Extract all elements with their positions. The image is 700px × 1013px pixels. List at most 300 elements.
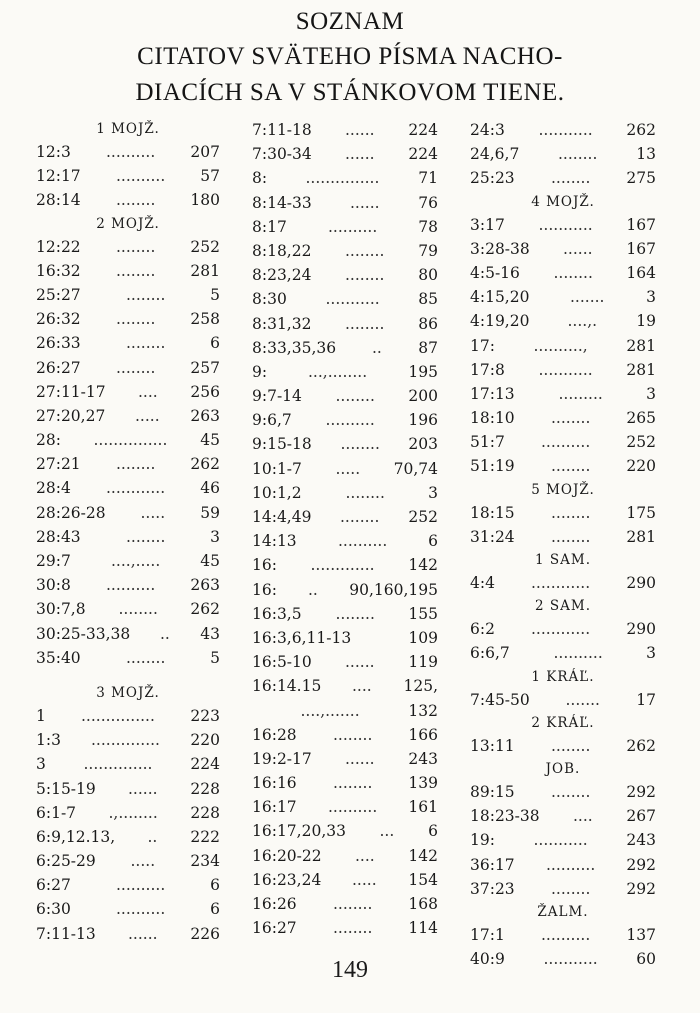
- leader-dots: ........: [551, 169, 591, 188]
- leader-dots: ........: [551, 527, 591, 546]
- index-entry: [36, 356, 220, 380]
- leader-dots: ............: [106, 479, 166, 498]
- leader-dots: ........: [551, 782, 591, 801]
- index-entry: [252, 336, 438, 360]
- citation-ref: 6:1-7: [36, 803, 77, 822]
- page-ref: 71: [418, 169, 438, 188]
- index-entry: [252, 287, 438, 311]
- citation-ref: 18:10: [470, 409, 515, 428]
- leader-dots: ...........: [538, 121, 593, 139]
- index-entry: [36, 259, 220, 283]
- page-ref: 57: [200, 167, 220, 186]
- leader-dots: ..........: [553, 644, 603, 663]
- page-ref: 257: [190, 358, 220, 377]
- index-entry: [470, 804, 656, 828]
- index-entry: [470, 617, 656, 641]
- leader-dots: .,........: [108, 803, 158, 822]
- leader-dots: ............: [531, 620, 591, 639]
- page-ref: 142: [408, 556, 438, 575]
- page-ref: 292: [626, 855, 656, 874]
- leader-dots: ........: [558, 145, 598, 164]
- citation-ref: 4:15,20: [470, 288, 530, 307]
- index-entry: [470, 213, 656, 237]
- citation-ref: 6:30: [36, 900, 71, 919]
- leader-dots: .....: [135, 406, 160, 425]
- citation-ref: 19:: [470, 831, 495, 850]
- index-entry: [470, 309, 656, 333]
- leader-dots: ........: [551, 736, 591, 755]
- citation-ref: 26:33: [36, 334, 81, 353]
- citation-ref: 16:5-10: [252, 653, 312, 672]
- page-ref: 222: [190, 827, 220, 846]
- page-ref: 167: [626, 215, 656, 234]
- citation-ref: 51:19: [470, 457, 515, 476]
- leader-dots: ........: [551, 879, 591, 898]
- page-ref: 85: [418, 290, 438, 309]
- page-ref: 3: [646, 644, 656, 663]
- index-column-3: [470, 118, 656, 971]
- index-entry: [470, 454, 656, 478]
- citation-ref: 3: [36, 755, 46, 774]
- citation-ref: 19:2-17: [252, 749, 312, 768]
- page-ref: 224: [408, 121, 438, 139]
- leader-dots: ........: [116, 358, 156, 377]
- page-ref: 252: [190, 237, 220, 256]
- citation-ref: 6:2: [470, 620, 495, 639]
- page-ref: 46: [200, 479, 220, 498]
- citation-ref: 18:23-38: [470, 807, 540, 826]
- citation-ref: 14:13: [252, 532, 297, 551]
- leader-dots: ....: [138, 382, 158, 401]
- index-entry: [36, 331, 220, 355]
- citation-ref: 3:17: [470, 215, 505, 234]
- page-ref: 263: [190, 576, 220, 595]
- citation-ref: 16:28: [252, 725, 297, 744]
- leader-dots: ........: [335, 387, 375, 406]
- leader-dots: ......: [128, 779, 158, 798]
- index-entry: [36, 140, 220, 164]
- index-column-2: [252, 118, 438, 940]
- leader-dots: ...,........: [308, 362, 368, 381]
- index-entry: [252, 432, 438, 456]
- page-ref: 6: [210, 900, 220, 919]
- citation-ref: 28:: [36, 431, 61, 450]
- leader-dots: ........: [126, 648, 166, 667]
- book-heading: 1 KRÁĽ.: [531, 668, 595, 685]
- index-entry: [470, 828, 656, 852]
- citation-ref: 16:: [252, 556, 277, 575]
- page-ref: 292: [626, 782, 656, 801]
- citation-ref: 24,6,7: [470, 145, 520, 164]
- leader-dots: ........: [118, 600, 158, 619]
- index-entry: [252, 868, 438, 892]
- page-ref: 6: [210, 334, 220, 353]
- index-entry: [252, 529, 438, 553]
- index-entry: [36, 922, 220, 946]
- leader-dots: ........: [551, 409, 591, 428]
- index-entry: [252, 166, 438, 190]
- leader-dots: ..: [147, 827, 158, 846]
- index-entry: [252, 457, 438, 481]
- leader-dots: ............: [531, 574, 591, 592]
- citation-ref: 35:40: [36, 648, 81, 667]
- leader-dots: ..: [160, 624, 170, 643]
- leader-dots: ........: [333, 919, 373, 938]
- leader-dots: ........: [333, 774, 373, 793]
- index-entry: [36, 728, 220, 752]
- index-entry: [36, 525, 220, 549]
- leader-dots: ........: [116, 191, 156, 210]
- citation-ref: 6:27: [36, 876, 71, 895]
- index-entry: [470, 571, 656, 595]
- leader-dots: ........: [551, 457, 591, 476]
- citation-ref: 36:17: [470, 855, 515, 874]
- leader-dots: .....: [130, 852, 156, 871]
- citation-ref: 13:11: [470, 736, 515, 755]
- index-entry: [470, 237, 656, 261]
- leader-dots: .........: [558, 384, 603, 403]
- citation-ref: 8:23,24: [252, 266, 312, 285]
- leader-dots: ........: [345, 314, 385, 333]
- page-ref: 87: [418, 338, 438, 357]
- citation-ref: 12:17: [36, 167, 81, 186]
- index-entry: [470, 780, 656, 804]
- index-entry: [252, 819, 438, 843]
- index-entry: [470, 334, 656, 358]
- leader-dots: ..........,: [533, 336, 588, 355]
- page-ref: 6: [210, 876, 220, 895]
- leader-dots: ....,.: [567, 312, 598, 331]
- index-entry: [252, 360, 438, 384]
- page-ref: 164: [626, 263, 656, 282]
- book-heading: 3 MOJŽ.: [96, 684, 160, 701]
- citation-ref: 28:26-28: [36, 503, 106, 522]
- page-ref: 114: [408, 919, 438, 938]
- index-entry: [252, 650, 438, 674]
- leader-dots: ..........: [541, 433, 591, 452]
- index-entry: [470, 142, 656, 166]
- page-ref: 243: [408, 749, 438, 768]
- page-ref: 196: [408, 411, 438, 430]
- citation-ref: 8:: [252, 169, 268, 188]
- page-ref: 195: [408, 362, 438, 381]
- citation-ref: 51:7: [470, 433, 505, 452]
- leader-dots: ........: [345, 266, 385, 285]
- leader-dots: ..........: [541, 925, 591, 944]
- page-ref: 252: [408, 508, 438, 526]
- citation-ref: 6:25-29: [36, 852, 96, 871]
- index-entry: [36, 897, 220, 921]
- citation-ref: 16:3,5: [252, 604, 302, 623]
- citation-ref: 4:4: [470, 574, 495, 592]
- index-entry: [470, 734, 656, 758]
- leader-dots: ......: [563, 239, 593, 258]
- index-entry: [470, 261, 656, 285]
- leader-dots: ...........: [538, 215, 593, 234]
- book-heading: 5 MOJŽ.: [531, 481, 595, 498]
- leader-dots: ........: [116, 261, 156, 280]
- page-ref: 290: [626, 574, 656, 592]
- citation-ref: 28:43: [36, 527, 81, 546]
- page-ref: 281: [626, 527, 656, 546]
- citation-ref: 8:14-33: [252, 193, 312, 212]
- leader-dots: ...............: [305, 169, 380, 188]
- page-ref: 119: [408, 653, 438, 672]
- page-ref: 142: [408, 846, 438, 865]
- page-ref: 3: [428, 483, 438, 502]
- page-ref: 263: [190, 406, 220, 425]
- page-ref: 78: [418, 217, 438, 236]
- leader-dots: ........: [340, 508, 380, 526]
- leader-dots: ..............: [91, 731, 160, 750]
- index-entry: [252, 118, 438, 142]
- index-entry: [470, 501, 656, 525]
- leader-dots: ..........: [325, 411, 375, 430]
- citation-ref: 7:11-18: [252, 121, 312, 139]
- index-entry: [36, 622, 220, 646]
- leader-dots: ..........: [116, 900, 166, 919]
- page-ref: 258: [190, 310, 220, 329]
- page-ref: 243: [626, 831, 656, 850]
- page-ref: 220: [626, 457, 656, 476]
- book-heading: 2 MOJŽ.: [96, 215, 160, 232]
- index-entry: [36, 501, 220, 525]
- index-entry: [470, 923, 656, 947]
- citation-ref: 9:6,7: [252, 411, 292, 430]
- page-ref: 3: [210, 527, 220, 546]
- leader-dots: ..........: [106, 576, 156, 595]
- citation-ref: 12:22: [36, 237, 81, 256]
- page-ref: 161: [408, 798, 438, 817]
- citation-ref: 16:17: [252, 798, 297, 817]
- citation-ref: 10:1-7: [252, 459, 302, 478]
- leader-dots: ..........: [328, 217, 378, 236]
- index-entry: [36, 188, 220, 212]
- page-ref: 175: [626, 503, 656, 522]
- index-entry: [252, 263, 438, 287]
- citation-ref: 30:25-33,38: [36, 624, 131, 643]
- index-entry: [252, 481, 438, 505]
- book-heading: ŽALM.: [537, 903, 589, 920]
- citation-ref: 1:3: [36, 731, 61, 750]
- citation-ref: 8:30: [252, 290, 287, 309]
- page-ref: 256: [190, 382, 220, 401]
- citation-ref: 26:27: [36, 358, 81, 377]
- index-entry: [252, 191, 438, 215]
- index-entry: [252, 553, 438, 577]
- index-entry: [36, 752, 220, 776]
- leader-dots: .......: [565, 690, 600, 709]
- citation-ref: 24:3: [470, 121, 505, 139]
- citation-ref: 8:18,22: [252, 241, 312, 260]
- page-ref: 167: [626, 239, 656, 258]
- page-ref: 139: [408, 774, 438, 793]
- index-entry: [252, 142, 438, 166]
- page-ref: 6: [428, 532, 438, 551]
- index-entry: [252, 626, 438, 650]
- leader-dots: .....: [352, 870, 377, 889]
- leader-dots: ........: [126, 334, 166, 353]
- index-entry: [252, 578, 438, 602]
- page-ref: 86: [418, 314, 438, 333]
- index-entry: [36, 777, 220, 801]
- page-ref: 132: [408, 701, 438, 720]
- leader-dots: ........: [335, 604, 375, 623]
- leader-dots: ........: [340, 435, 380, 454]
- index-entry: [36, 428, 220, 452]
- page-ref: 200: [408, 387, 438, 406]
- leader-dots: ........: [116, 310, 156, 329]
- leader-dots: ......: [345, 145, 375, 164]
- page-ref: 43: [200, 624, 220, 643]
- leader-dots: ....,.......: [300, 701, 360, 720]
- index-entry: [36, 476, 220, 500]
- leader-dots: ..........: [116, 876, 166, 895]
- citation-ref: 16:17,20,33: [252, 822, 346, 841]
- index-entry: [252, 844, 438, 868]
- book-heading: 4 MOJŽ.: [531, 193, 595, 210]
- citation-ref: 8:17: [252, 217, 287, 236]
- leader-dots: ........: [126, 285, 166, 304]
- page-ref: 262: [190, 600, 220, 619]
- citation-ref: 17:: [470, 336, 495, 355]
- leader-dots: ...............: [93, 431, 168, 450]
- page-ref: 76: [418, 193, 438, 212]
- book-heading: 1 SAM.: [535, 552, 591, 568]
- index-entry: [36, 164, 220, 188]
- index-entry: [252, 312, 438, 336]
- index-column-1: [36, 118, 220, 946]
- index-entry: [252, 602, 438, 626]
- index-entry: [36, 849, 220, 873]
- title-line-1: SOZNAM: [295, 8, 405, 35]
- leader-dots: ..........: [116, 167, 166, 186]
- leader-dots: .....: [140, 503, 166, 522]
- citation-ref: 7:30-34: [252, 145, 312, 164]
- citation-ref: 4:5-16: [470, 263, 520, 282]
- index-entry: [470, 118, 656, 142]
- index-entry: [36, 307, 220, 331]
- page-ref: 3: [646, 288, 656, 307]
- page-number: 149: [332, 957, 368, 983]
- page-ref: 125,: [403, 677, 438, 696]
- citation-ref: 7:45-50: [470, 690, 530, 709]
- leader-dots: ........: [345, 483, 385, 502]
- citation-ref: 27:21: [36, 455, 81, 474]
- citation-ref: 16:23,24: [252, 870, 322, 889]
- index-entry: [252, 747, 438, 771]
- index-entry: [36, 235, 220, 259]
- page-ref: 45: [200, 431, 220, 450]
- citation-ref: 12:3: [36, 143, 71, 161]
- citation-ref: 25:27: [36, 285, 81, 304]
- page-ref: 226: [190, 924, 220, 943]
- index-entry: [252, 699, 438, 723]
- index-entry: [252, 239, 438, 263]
- leader-dots: ..........: [328, 798, 378, 817]
- book-heading: 2 SAM.: [535, 598, 591, 615]
- citation-ref: 28:4: [36, 479, 71, 498]
- citation-ref: 25:23: [470, 169, 515, 188]
- page-ref: 5: [210, 648, 220, 667]
- index-entry: [36, 404, 220, 428]
- spacer: [36, 670, 220, 682]
- citation-ref: 37:23: [470, 879, 515, 898]
- citation-ref: 16:: [252, 580, 277, 599]
- book-heading: JOB.: [545, 760, 581, 777]
- leader-dots: .............: [310, 556, 375, 575]
- page-ref: 203: [408, 435, 438, 454]
- citation-ref: 40:9: [470, 950, 505, 969]
- index-entry: [36, 573, 220, 597]
- leader-dots: ..: [372, 338, 382, 357]
- index-entry: [470, 382, 656, 406]
- leader-dots: ......: [350, 193, 380, 212]
- index-entry: [36, 873, 220, 897]
- citation-ref: 9:15-18: [252, 435, 312, 454]
- index-entry: [36, 452, 220, 476]
- citation-ref: 27:20,27: [36, 406, 106, 425]
- citation-ref: 9:: [252, 362, 268, 381]
- citation-ref: 6:6,7: [470, 644, 510, 663]
- index-entry: [252, 795, 438, 819]
- leader-dots: ....: [352, 677, 372, 696]
- leader-dots: ......: [345, 121, 375, 139]
- index-entry: [252, 505, 438, 529]
- leader-dots: ...........: [533, 831, 588, 850]
- page-ref: 223: [190, 706, 220, 725]
- page-ref: 80: [418, 266, 438, 285]
- index-entry: [36, 380, 220, 404]
- citation-ref: 1: [36, 706, 46, 725]
- page-ref: 281: [626, 360, 656, 379]
- leader-dots: ..: [308, 580, 318, 599]
- citation-ref: 8:31,32: [252, 314, 312, 333]
- index-entry: [252, 892, 438, 916]
- page-ref: 155: [408, 604, 438, 623]
- page-ref: 228: [190, 779, 220, 798]
- page-ref: 13: [636, 145, 656, 164]
- citation-ref: 10:1,2: [252, 483, 302, 502]
- leader-dots: ........: [333, 725, 373, 744]
- page-ref: 17: [636, 690, 656, 709]
- leader-dots: ..........: [338, 532, 388, 551]
- index-entry: [470, 166, 656, 190]
- page-ref: 166: [408, 725, 438, 744]
- index-entry: [252, 771, 438, 795]
- leader-dots: ....: [573, 807, 593, 826]
- citation-ref: 29:7: [36, 552, 71, 570]
- citation-ref: 17:8: [470, 360, 505, 379]
- citation-ref: 27:11-17: [36, 382, 106, 401]
- index-entry: [36, 597, 220, 621]
- citation-ref: 31:24: [470, 527, 515, 546]
- page-ref: 6: [428, 822, 438, 841]
- index-entry: [470, 641, 656, 665]
- page-ref: 262: [190, 455, 220, 474]
- page-ref: 234: [190, 852, 220, 871]
- leader-dots: ...........: [538, 360, 593, 379]
- index-entry: [470, 525, 656, 549]
- page-ref: 207: [190, 143, 220, 161]
- leader-dots: ....: [355, 846, 375, 865]
- citation-ref: 16:26: [252, 895, 297, 913]
- leader-dots: ........: [551, 503, 591, 522]
- leader-dots: ........: [345, 241, 385, 260]
- page-ref: 290: [626, 620, 656, 639]
- index-entry: [470, 406, 656, 430]
- citation-ref: 16:3,6,11-13: [252, 628, 352, 647]
